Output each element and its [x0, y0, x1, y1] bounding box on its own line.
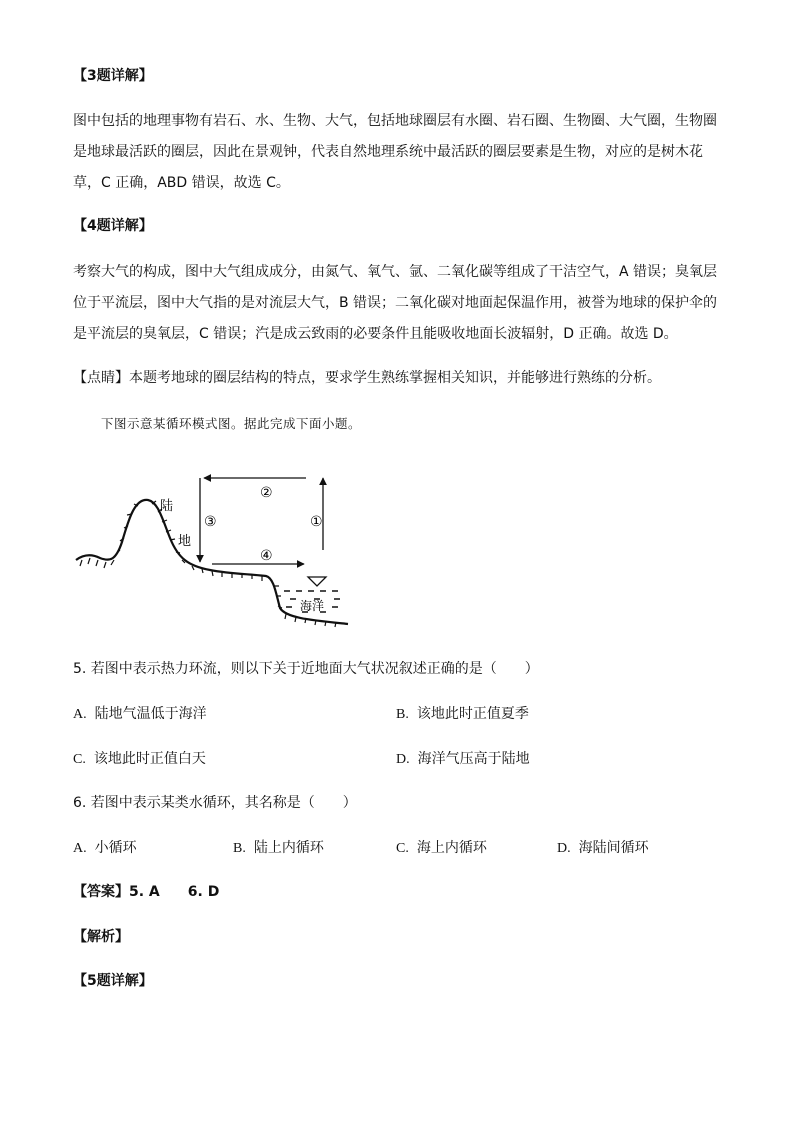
label-arrow-2: ②: [260, 485, 273, 501]
option-letter: D.: [396, 752, 410, 767]
water-surface-icon: [308, 577, 326, 586]
q5-option-a: [73, 704, 207, 725]
label-arrow-3: ③: [204, 514, 217, 530]
option-letter: A.: [73, 841, 87, 856]
q4-body-line-1: 考察大气的构成，图中大气组成成分，由氮气、氧气、氩、二氧化碳等组成了干洁空气，A 错误；臭氧层: [73, 264, 718, 280]
q5-option-c: [73, 749, 206, 770]
q3-heading: 【3题详解】: [73, 68, 153, 84]
q4-heading: 【4题详解】: [73, 218, 153, 234]
option-text: 海上内循环: [416, 840, 487, 856]
option-text: 海陆间循环: [578, 840, 649, 856]
option-text: 海洋气压高于陆地: [417, 751, 530, 767]
label-arrow-4: ④: [260, 548, 273, 564]
q5-stem: 5. 若图中表示热力环流，则以下关于近地面大气状况叙述正确的是（ ）: [73, 661, 539, 677]
option-letter: C.: [73, 752, 86, 767]
dianjing-note: 【点睛】本题考地球的圈层结构的特点，要求学生熟练掌握相关知识，并能够进行熟练的分析。: [73, 370, 661, 386]
q3-body-line-1: 图中包括的地理事物有岩石、水、生物、大气，包括地球圈层有水圈、岩石圈、生物圈、大气圈，生物圈: [73, 113, 717, 129]
label-ocean: 海洋: [300, 599, 325, 613]
option-letter: B.: [396, 707, 409, 722]
label-land-1: 陆: [160, 499, 174, 514]
option-text: 小循环: [94, 840, 137, 856]
label-arrow-1: ①: [310, 514, 323, 530]
option-letter: C.: [396, 841, 409, 856]
circulation-diagram: [70, 470, 360, 635]
q5-option-d: [396, 749, 530, 770]
q6-stem: 6. 若图中表示某类水循环，其名称是（ ）: [73, 795, 357, 811]
q6-option-a: [73, 838, 137, 859]
option-text: 陆上内循环: [253, 840, 324, 856]
q3-body-line-3: 草，C 正确，ABD 错误，故选 C。: [73, 175, 290, 191]
q6-option-b: [233, 838, 324, 859]
label-land-2: 地: [178, 534, 192, 549]
q6-option-d: [557, 838, 649, 859]
figure-intro: 下图示意某循环模式图。据此完成下面小题。: [101, 416, 362, 431]
option-text: 该地此时正值夏季: [416, 706, 529, 722]
answer-line: 【答案】5. A 6. D: [73, 884, 220, 900]
option-letter: B.: [233, 841, 246, 856]
q3-body-line-2: 是地球最活跃的圈层，因此在景观钟，代表自然地理系统中最活跃的圈层要素是生物，对应的是树木花: [73, 144, 703, 160]
option-letter: A.: [73, 707, 87, 722]
q5-heading: 【5题详解】: [73, 973, 153, 989]
q4-body-line-3: 是平流层的臭氧层，C 错误；汽是成云致雨的必要条件且能吸收地面长波辐射，D 正确。故选 D。: [73, 326, 678, 342]
option-text: 陆地气温低于海洋: [94, 706, 207, 722]
q6-option-c: [396, 838, 487, 859]
q5-option-b: [396, 704, 529, 725]
option-letter: D.: [557, 841, 571, 856]
q4-body-line-2: 位于平流层，图中大气指的是对流层大气，B 错误；二氧化碳对地面起保温作用，被誉为地球的保护伞的: [73, 295, 718, 311]
analysis-heading: 【解析】: [73, 929, 129, 945]
option-text: 该地此时正值白天: [93, 751, 206, 767]
